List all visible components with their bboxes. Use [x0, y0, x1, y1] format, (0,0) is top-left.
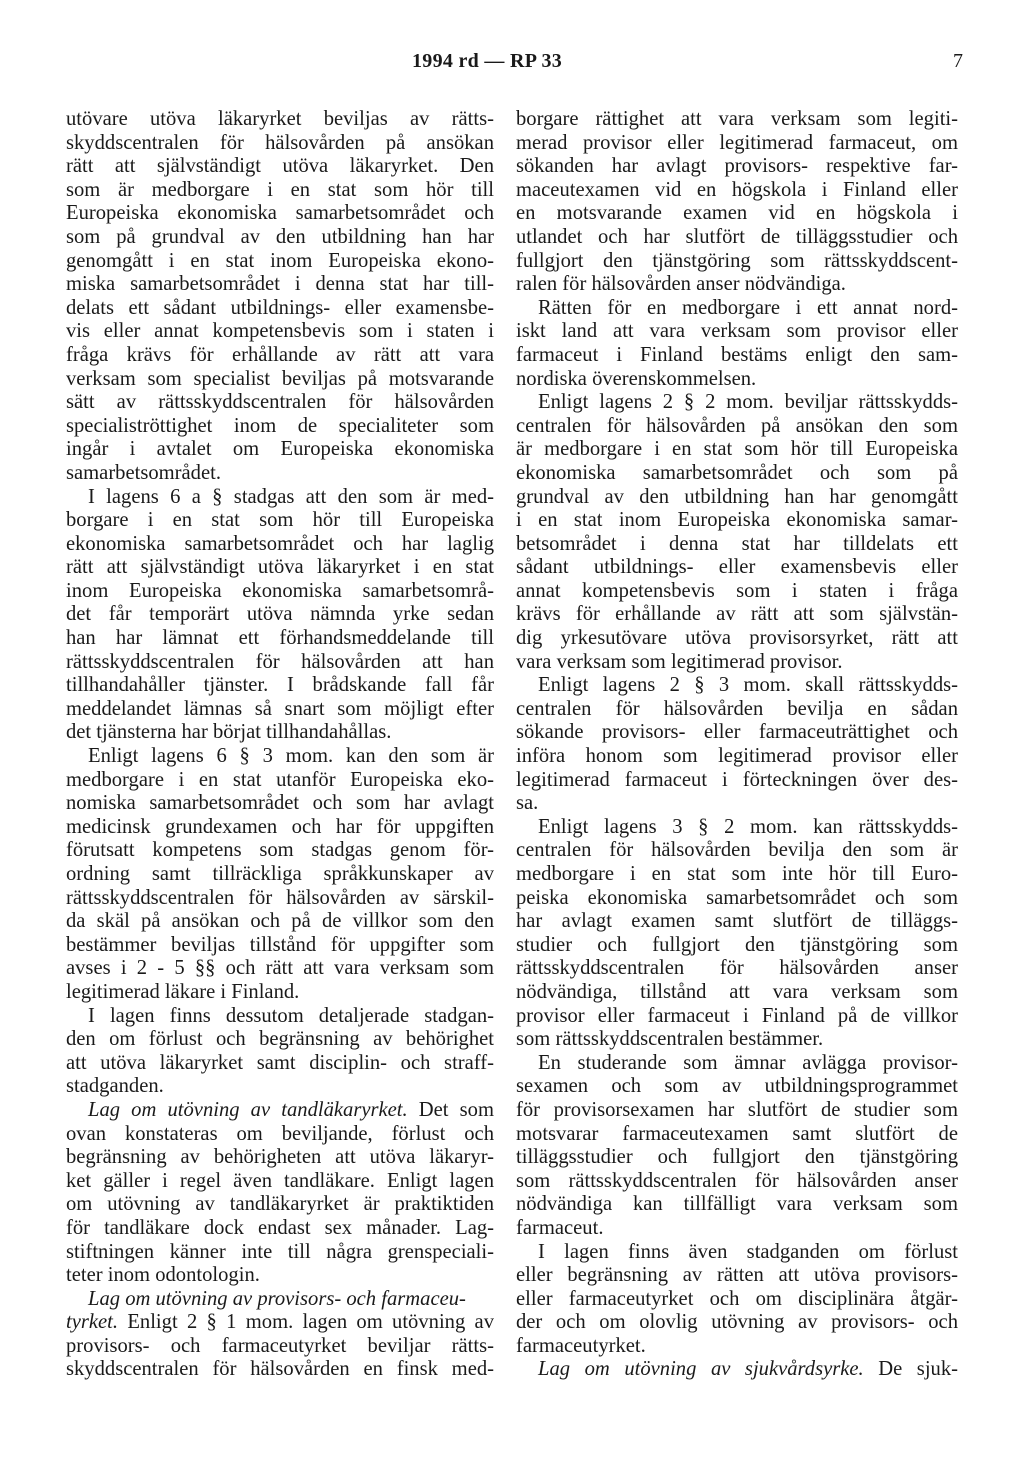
text-line [516, 1193, 958, 1217]
line-text: tillhandahåller tjänster. I brådskande fall får [66, 674, 494, 697]
line-text: fullgjort den tjänstgöring som rättsskyddscent- [516, 249, 958, 272]
text-line [516, 580, 958, 604]
line-text: iskt land att vara verksam som provisor eller [516, 320, 958, 343]
text-line [516, 1264, 958, 1288]
section-heading: tyrket. [66, 1311, 119, 1334]
text-line [66, 415, 494, 439]
line-text: tilläggsstudier och fullgjort den tjänstgöring [516, 1146, 958, 1169]
line-text: utlandet och har slutfört de tilläggsstudier och [516, 225, 958, 248]
line-text: är medborgare i en stat som hör till Europeiska [516, 438, 958, 461]
text-line [66, 698, 494, 722]
text-line [66, 179, 494, 203]
text-line [66, 769, 494, 793]
text-line [66, 627, 494, 651]
line-text: legitimerad läkare i Finland. [66, 980, 300, 1003]
line-text: avses i 2 - 5 §§ och rätt att vara verksam som [66, 957, 494, 980]
text-line [516, 1052, 958, 1076]
text-line [516, 1241, 958, 1265]
line-text: Enligt lagens 3 § 2 mom. kan rättsskydds- [538, 815, 958, 838]
text-line [66, 1288, 494, 1312]
line-text: begränsning av behörigheten att utöva läkaryr- [66, 1146, 494, 1169]
line-text: da skäl på ansökan och på de villkor som den [66, 910, 494, 933]
text-line [516, 839, 958, 863]
line-text: teter inom odontologin. [66, 1264, 260, 1287]
line-text: rättsskyddscentralen för hälsovården av särskil- [66, 886, 494, 909]
line-text: provisors- och farmaceutyrket beviljar rätts- [66, 1334, 494, 1357]
line-text: införa honom som legitimerad provisor eller [516, 745, 958, 768]
text-line [516, 179, 958, 203]
text-line [66, 132, 494, 156]
line-text: eller begränsning av rätten att utöva provisors- [516, 1264, 958, 1287]
line-text: rätt att självständigt utöva läkaryrket i en stat [66, 556, 494, 579]
text-line [66, 226, 494, 250]
line-text: Enligt lagens 6 § 3 mom. kan den som är [88, 745, 494, 768]
text-line [66, 1028, 494, 1052]
line-text: den om förlust och begränsning av behörighet [66, 1028, 494, 1051]
text-line [516, 934, 958, 958]
line-text: sådant utbildnings- eller examensbevis eller [516, 556, 958, 579]
line-text: ekonomiska samarbetsområdet och som på [516, 461, 958, 484]
text-line [66, 745, 494, 769]
text-line [516, 250, 958, 274]
text-line [516, 792, 958, 816]
text-line [516, 1099, 958, 1123]
text-line [66, 509, 494, 533]
line-text: Det som [407, 1098, 494, 1121]
line-text: motsvarar farmaceutexamen samt slutfört de [516, 1122, 958, 1145]
text-line [516, 368, 958, 392]
line-text: ekonomiska samarbetsområdet och har laglig [66, 532, 494, 555]
line-text: om utövning av tandläkaryrket är praktiktiden [66, 1193, 494, 1216]
right-column [516, 108, 958, 1382]
text-line [516, 627, 958, 651]
section-heading: Lag om utövning av sjukvårdsyrke. [538, 1358, 864, 1381]
text-line [516, 1217, 958, 1241]
text-line [66, 250, 494, 274]
line-text: vis eller annat kompetensbevis som i staten i [66, 320, 494, 343]
line-text: eller farmaceutyrket och om disciplinära åtgär- [516, 1287, 958, 1310]
text-line [66, 1358, 494, 1382]
text-line [66, 462, 494, 486]
line-text: meddelandet lämnas så snart som möjligt efter [66, 697, 494, 720]
line-text: miska samarbetsområdet i denna stat har till- [66, 273, 494, 296]
line-text: som är medborgare i en stat som hör till [66, 178, 494, 201]
line-text: farmaceutyrket. [516, 1334, 646, 1357]
text-line [66, 1193, 494, 1217]
line-text: stiftningen känner inte till några grenspeciali- [66, 1240, 494, 1263]
text-line [66, 816, 494, 840]
line-text: rätt att självständigt utöva läkaryrket. Den [66, 155, 494, 178]
line-text: genomgått i en stat inom Europeiska ekono- [66, 249, 494, 272]
line-text: Europeiska ekonomiska samarbetsområdet och [66, 202, 494, 225]
text-line [516, 415, 958, 439]
line-text: farmaceut. [516, 1216, 604, 1239]
line-text: nödvändiga, tillstånd att vara verksam som [516, 980, 958, 1003]
text-line [66, 1335, 494, 1359]
line-text: De sjuk- [863, 1358, 958, 1381]
text-line [516, 462, 958, 486]
line-text: nordiska överenskommelsen. [516, 367, 757, 390]
text-line [66, 202, 494, 226]
page-number: 7 [953, 50, 963, 72]
text-line [516, 863, 958, 887]
text-line [66, 344, 494, 368]
line-text: merad provisor eller legitimerad farmaceut, om [516, 131, 958, 154]
text-line [516, 320, 958, 344]
line-text: inom Europeiska ekonomiska samarbetsområ- [66, 579, 494, 602]
text-line [66, 391, 494, 415]
text-line [516, 674, 958, 698]
text-line [516, 1311, 958, 1335]
text-line [66, 957, 494, 981]
line-text: maceutexamen vid en högskola i Finland eller [516, 178, 958, 201]
text-line [66, 297, 494, 321]
line-text: skyddscentralen för hälsovården på ansökan [66, 131, 494, 154]
text-line [66, 1217, 494, 1241]
text-line [66, 674, 494, 698]
line-text: ralen för hälsovården anser nödvändiga. [516, 273, 846, 296]
line-text: för tandläkare dock endast sex månader. Lag- [66, 1216, 494, 1239]
line-text: I lagen finns dessutom detaljerade stadgan- [88, 1004, 494, 1027]
page-header [0, 50, 1024, 80]
text-line [516, 1335, 958, 1359]
line-text: bestämmer beviljas tillstånd för uppgifter som [66, 933, 494, 956]
line-text: Enligt lagens 2 § 3 mom. skall rättsskydds- [538, 674, 958, 697]
text-line [516, 1028, 958, 1052]
text-line [516, 509, 958, 533]
line-text: dig yrkesutövare utöva provisorsyrket, rätt att [516, 627, 958, 650]
text-line [516, 438, 958, 462]
line-text: specialiströttighet inom de specialiteter som [66, 414, 494, 437]
text-line [66, 934, 494, 958]
line-text: verksam som specialist beviljas på motsvarande [66, 367, 494, 390]
line-text: nomiska samarbetsområdet och som har avlagt [66, 792, 494, 815]
line-text: utövare utöva läkaryrket beviljas av rätts- [66, 108, 494, 130]
text-line [516, 391, 958, 415]
line-text: nödvändiga kan tillfälligt vara verksam som [516, 1193, 958, 1216]
text-line [516, 1005, 958, 1029]
text-line [66, 1241, 494, 1265]
text-line [66, 863, 494, 887]
line-text: fråga krävs för erhållande av rätt att vara [66, 343, 494, 366]
line-text: samarbetsområdet. [66, 461, 221, 484]
text-line [66, 1123, 494, 1147]
text-line [516, 1123, 958, 1147]
line-text: ingår i avtalet om Europeiska ekonomiska [66, 438, 494, 461]
text-line [516, 698, 958, 722]
text-line [66, 273, 494, 297]
line-text: ovan konstateras om beviljande, förlust och [66, 1122, 494, 1145]
line-text: en motsvarande examen vid en högskola i [516, 202, 958, 225]
text-line [66, 1170, 494, 1194]
text-line [66, 1099, 494, 1123]
text-line [516, 108, 958, 132]
text-line [516, 273, 958, 297]
line-text: att utöva läkaryrket samt disciplin- och straff- [66, 1051, 494, 1074]
line-text: medborgare i en stat utanför Europeiska eko- [66, 768, 494, 791]
line-text: medborgare i en stat som inte hör till Euro- [516, 863, 958, 885]
text-line [516, 297, 958, 321]
line-text: rättsskyddscentralen för hälsovården att han [66, 650, 494, 673]
line-text: grundval av den utbildning han har genomgått [516, 485, 958, 508]
text-line [516, 887, 958, 911]
line-text: der och om olovlig utövning av provisors- och [516, 1311, 958, 1334]
line-text: för provisorsexamen har slutfört de studier som [516, 1098, 958, 1121]
text-line [516, 132, 958, 156]
section-heading: Lag om utövning av provisors- och farmaceu- [88, 1287, 466, 1310]
text-line [66, 981, 494, 1005]
line-text: annat kompetensbevis som i staten i fråga [516, 579, 958, 602]
text-line [66, 910, 494, 934]
text-line [66, 1146, 494, 1170]
text-line [66, 1264, 494, 1288]
line-text: centralen för hälsovården bevilja en sådan [516, 697, 958, 720]
text-line [66, 887, 494, 911]
text-line [516, 556, 958, 580]
line-text: sa. [516, 792, 539, 815]
text-line [66, 1311, 494, 1335]
text-line [516, 155, 958, 179]
text-line [516, 1288, 958, 1312]
text-line [516, 1146, 958, 1170]
line-text: centralen för hälsovården på ansökan den som [516, 414, 958, 437]
line-text: förutsatt kompetens som stadgas genom för- [66, 839, 494, 862]
text-line [66, 721, 494, 745]
text-line [516, 721, 958, 745]
line-text: sökande provisors- eller farmaceuträttighet och [516, 721, 958, 744]
line-text: delats ett sådant utbildnings- eller examensbe- [66, 296, 494, 319]
text-line [66, 556, 494, 580]
line-text: betsområdet i denna stat har tilldelats ett [516, 532, 958, 555]
line-text: som rättsskyddscentralen bestämmer. [516, 1028, 824, 1051]
text-line [516, 202, 958, 226]
line-text: som rättsskyddscentralen för hälsovården anser [516, 1169, 958, 1192]
line-text: vara verksam som legitimerad provisor. [516, 650, 843, 673]
text-line [66, 368, 494, 392]
line-text: borgare i en stat som hör till Europeiska [66, 509, 494, 532]
line-text: i en stat inom Europeiska ekonomiska samar- [516, 509, 958, 532]
line-text: ket gäller i regel även tandläkare. Enligt lagen [66, 1169, 494, 1192]
line-text: sexamen och som av utbildningsprogrammet [516, 1075, 958, 1098]
line-text: det tjänsterna har börjat tillhandahållas. [66, 721, 392, 744]
text-line [66, 155, 494, 179]
line-text: borgare rättighet att vara verksam som legiti- [516, 108, 958, 130]
line-text: legitimerad farmaceut i förteckningen över des- [516, 768, 958, 791]
text-line [516, 745, 958, 769]
line-text: centralen för hälsovården bevilja den som är [516, 839, 958, 862]
line-text: som på grundval av den utbildning han har [66, 225, 494, 248]
text-line [516, 1358, 958, 1382]
text-line [516, 226, 958, 250]
line-text: Rätten för en medborgare i ett annat nord- [538, 296, 958, 319]
text-line [66, 486, 494, 510]
text-line [66, 1075, 494, 1099]
line-text: I lagen finns även stadganden om förlust [538, 1240, 958, 1263]
header-title: 1994 rd — RP 33 [412, 50, 563, 72]
line-text: sökanden har avlagt provisors- respektive far- [516, 155, 958, 178]
left-column [66, 108, 494, 1382]
text-line [516, 957, 958, 981]
text-line [516, 910, 958, 934]
line-text: han har lämnat ett förhandsmeddelande till [66, 627, 494, 650]
line-text: ordning samt tillräckliga språkkunskaper av [66, 863, 494, 885]
text-line [516, 533, 958, 557]
line-text: skyddscentralen för hälsovården en finsk med- [66, 1358, 494, 1381]
line-text: har avlagt examen samt slutfört de tilläggs- [516, 910, 958, 933]
text-line [66, 438, 494, 462]
text-line [66, 1005, 494, 1029]
text-line [516, 603, 958, 627]
text-line [66, 533, 494, 557]
line-text: I lagens 6 a § stadgas att den som är med- [88, 485, 494, 508]
line-text: stadganden. [66, 1075, 164, 1098]
line-text: farmaceut i Finland bestäms enligt den sam- [516, 343, 958, 366]
text-line [66, 651, 494, 675]
line-text: Enligt lagens 2 § 2 mom. beviljar rättsskydds- [538, 391, 958, 414]
text-line [66, 839, 494, 863]
text-line [66, 580, 494, 604]
text-line [66, 792, 494, 816]
text-line [66, 1052, 494, 1076]
text-line [516, 981, 958, 1005]
line-text: sätt av rättsskyddscentralen för hälsovården [66, 391, 494, 414]
text-line [66, 320, 494, 344]
line-text: rättsskyddscentralen för hälsovården anser [516, 957, 958, 980]
line-text: En studerande som ämnar avlägga provisor- [538, 1051, 958, 1074]
line-text: peiska ekonomiska samarbetsområdet och som [516, 886, 958, 909]
text-line [516, 1170, 958, 1194]
line-text: provisor eller farmaceut i Finland på de villkor [516, 1004, 958, 1027]
line-text: Enligt 2 § 1 mom. lagen om utövning av [118, 1311, 494, 1334]
section-heading: Lag om utövning av tandläkaryrket. [88, 1098, 408, 1121]
line-text: medicinsk grundexamen och har för uppgiften [66, 815, 494, 838]
text-line [516, 769, 958, 793]
line-text: krävs för erhållande av rätt att som självstän- [516, 603, 958, 626]
line-text: det får temporärt utöva nämnda yrke sedan [66, 603, 494, 626]
text-line [516, 651, 958, 675]
line-text: studier och fullgjort den tjänstgöring som [516, 933, 958, 956]
text-line [516, 344, 958, 368]
text-line [516, 486, 958, 510]
text-line [516, 1075, 958, 1099]
text-line [66, 603, 494, 627]
text-line [66, 108, 494, 132]
text-line [516, 816, 958, 840]
